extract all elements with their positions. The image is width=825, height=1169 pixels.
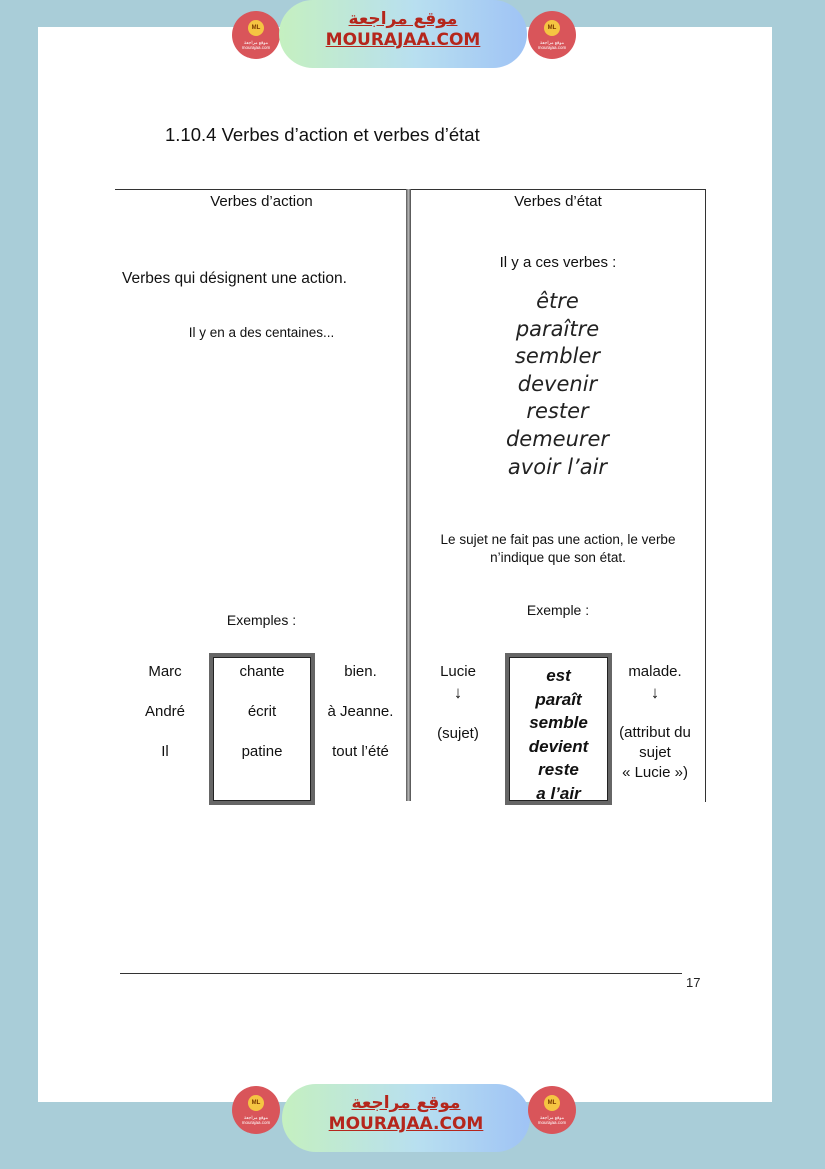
example-verb: a l’air [536, 783, 581, 803]
example-verb: est [546, 666, 571, 685]
down-arrow-icon: ↓ [453, 683, 463, 702]
example-subject: Marc [148, 663, 182, 680]
example-complement: bien. [344, 663, 377, 680]
right-column-header: Verbes d’état [514, 193, 602, 210]
column-divider [406, 189, 411, 801]
left-column-header: Verbes d’action [210, 193, 313, 210]
site-name-latin[interactable]: MOURAJAA.COM [328, 1114, 484, 1134]
top-banner[interactable] [0, 0, 825, 80]
site-link[interactable] [282, 1084, 530, 1152]
footer-rule [120, 973, 682, 974]
section-title: 1.10.4 Verbes d’action et verbes d’état [165, 124, 480, 145]
state-intro: Il y a ces verbes : [499, 254, 617, 271]
state-verb-list [470, 288, 645, 481]
site-link[interactable] [279, 0, 527, 68]
state-verb: rester [526, 399, 589, 424]
action-definition: Verbes qui désignent une action. [122, 270, 347, 287]
site-logo-icon[interactable]: ML موقع مراجعة mourajaa.com [528, 11, 576, 59]
example-complement: tout l’été [332, 743, 389, 760]
attribute-note: (attribut du [619, 724, 691, 741]
site-name-latin[interactable]: MOURAJAA.COM [325, 30, 481, 50]
site-logo-icon[interactable]: ML موقع مراجعة mourajaa.com [232, 11, 280, 59]
example-verb: paraît [535, 689, 582, 709]
down-arrow-icon: ↓ [650, 683, 660, 702]
attribute-note: « Lucie ») [622, 764, 688, 781]
site-name-arabic[interactable]: موقع مراجعة [348, 9, 458, 29]
example-verb: semble [529, 713, 588, 732]
action-note: Il y en a des centaines... [188, 325, 335, 340]
state-verb: avoir l’air [507, 454, 608, 479]
example-label: Exemple : [526, 602, 590, 618]
state-verb: être [536, 289, 579, 313]
state-explanation-line2: n’indique que son état. [490, 550, 626, 565]
site-logo-icon[interactable]: ML موقع مراجعة mourajaa.com [232, 1086, 280, 1134]
attribute-note: sujet [639, 744, 671, 761]
example-subject: Il [161, 743, 169, 760]
state-verb: devenir [517, 371, 598, 396]
state-verb: paraître [515, 316, 600, 341]
example-verb: devient [528, 736, 589, 756]
example-verb: reste [538, 760, 579, 779]
example-verb: chante [239, 663, 285, 680]
state-verb: sembler [514, 344, 601, 369]
state-explanation-line1: Le sujet ne fait pas une action, le verbe [440, 532, 676, 547]
page-number: 17 [686, 975, 701, 990]
site-name-arabic[interactable]: موقع مراجعة [351, 1093, 461, 1113]
example-complement: à Jeanne. [327, 703, 394, 720]
example-subject: André [144, 703, 186, 720]
example-verb: écrit [247, 703, 277, 720]
bottom-banner[interactable] [0, 1083, 825, 1163]
example-attribute: malade. [628, 663, 682, 680]
state-verb: demeurer [505, 426, 610, 451]
site-logo-icon[interactable]: ML موقع مراجعة mourajaa.com [528, 1086, 576, 1134]
examples-label: Exemples : [226, 612, 297, 628]
example-verb: patine [241, 743, 283, 760]
example-subject: Lucie [440, 663, 476, 680]
example-verb-list [509, 664, 608, 805]
subject-note: (sujet) [437, 725, 479, 742]
